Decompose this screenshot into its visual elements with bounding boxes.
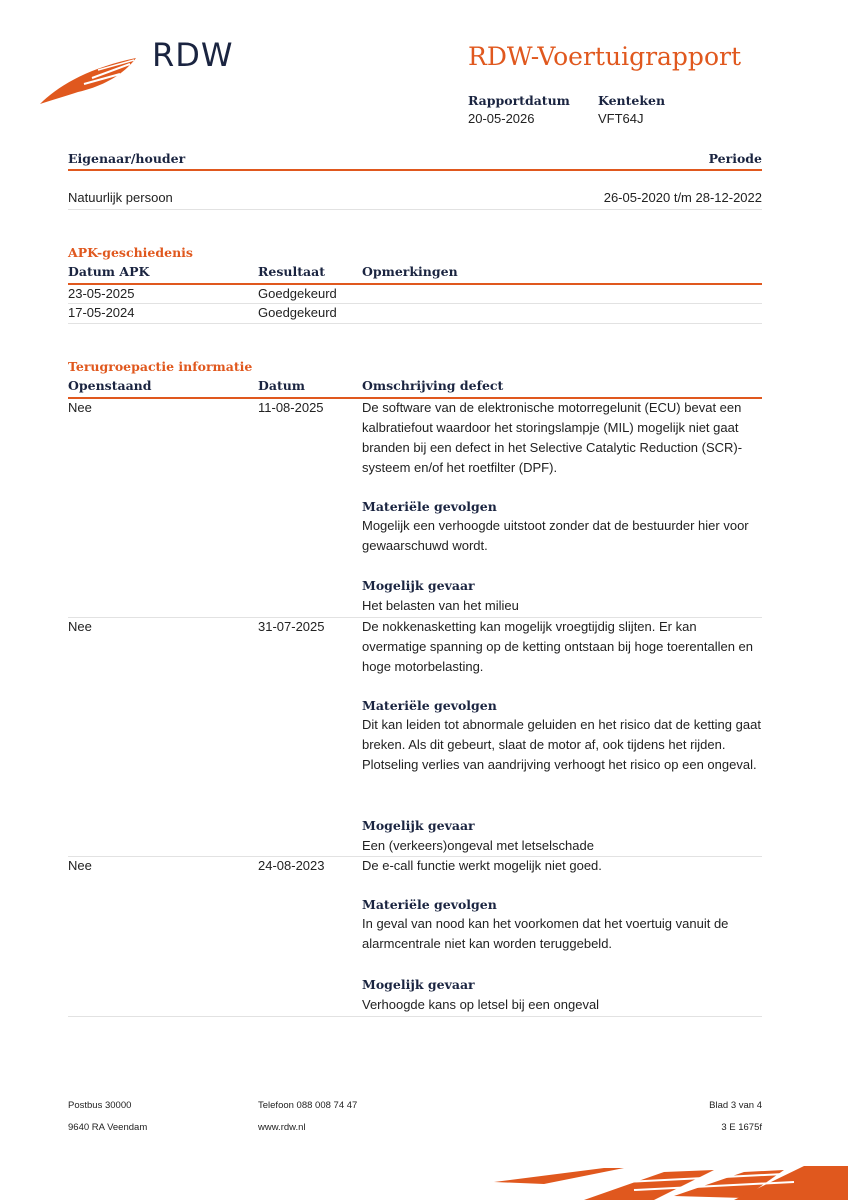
recall-description: De software van de elektronische motorregelunit (ECU) bevat een kalbratiefout waardoor het storingslampje (MIL) mogelijk niet gaat branden bij een defect in het Selective Catalytic Reduction (SCR)-systeem en/of het roetfilter (DPF). <box>362 400 743 475</box>
table-row <box>68 284 135 304</box>
recall-open: Nee <box>68 619 92 634</box>
page-title: RDW-Voertuigrapport <box>468 42 741 71</box>
recall-date: 24-08-2023 <box>258 858 325 873</box>
recall-col-date: Datum <box>258 378 306 393</box>
danger-label: Mogelijk gevaar <box>362 818 475 833</box>
row-divider <box>68 1016 762 1017</box>
recall-danger: Een (verkeers)ongeval met letselschade <box>362 838 594 853</box>
recall-description: De e-call functie werkt mogelijk niet goed. <box>362 858 602 873</box>
report-date-label: Rapportdatum <box>468 93 570 108</box>
recall-col-desc: Omschrijving defect <box>362 378 504 393</box>
apk-date: 17-05-2024 <box>68 305 135 320</box>
recall-open: Nee <box>68 400 92 415</box>
row-divider <box>68 323 762 324</box>
recall-consequences: Dit kan leiden tot abnormale geluiden en het risico dat de ketting gaat breken. Als dit gebeurt, slaat de motor af, ook tijdens het rijden. Plotseling verlies van aandrijving verhoogt het risico op een ongeval. <box>362 717 761 772</box>
footer-web: www.rdw.nl <box>258 1122 306 1133</box>
row-divider <box>68 303 762 304</box>
owner-value: Natuurlijk persoon <box>68 190 173 205</box>
footer-phone: Telefoon 088 008 74 47 <box>258 1100 358 1111</box>
apk-col-date: Datum APK <box>68 264 150 279</box>
apk-result: Goedgekeurd <box>258 286 337 301</box>
footer-page: Blad 3 van 4 <box>709 1100 762 1111</box>
apk-col-remarks: Opmerkingen <box>362 264 458 279</box>
apk-section-title: APK-geschiedenis <box>68 245 193 260</box>
recall-description: De nokkenasketting kan mogelijk vroegtijdig slijten. Er kan overmatige spanning op de ketting ontstaan bij hoge toerentallen en hoge motorbelasting. <box>362 619 754 674</box>
plate-value: VFT64J <box>598 111 644 126</box>
table-row <box>68 303 135 323</box>
apk-date: 23-05-2025 <box>68 286 135 301</box>
recall-col-open: Openstaand <box>68 378 152 393</box>
consequences-label: Materiële gevolgen <box>362 698 497 713</box>
recall-section-title: Terugroepactie informatie <box>68 359 253 374</box>
footer-address-1: Postbus 30000 <box>68 1100 132 1111</box>
report-date-value: 20-05-2026 <box>468 111 535 126</box>
recall-open: Nee <box>68 858 92 873</box>
period-value: 26-05-2020 t/m 28-12-2022 <box>603 190 762 205</box>
danger-label: Mogelijk gevaar <box>362 977 475 992</box>
period-label: Periode <box>708 151 762 166</box>
decorative-stripes-icon <box>484 1160 848 1200</box>
footer-address-2: 9640 RA Veendam <box>68 1122 148 1133</box>
footer-code: 3 E 1675f <box>721 1122 762 1133</box>
recall-danger: Verhoogde kans op letsel bij een ongeval <box>362 997 600 1012</box>
danger-label: Mogelijk gevaar <box>362 578 475 593</box>
apk-result: Goedgekeurd <box>258 305 337 320</box>
recall-consequences: In geval van nood kan het voorkomen dat het voertuig vanuit de alarmcentrale niet kan worden teruggebeld. <box>362 916 729 951</box>
owner-row-divider <box>68 209 762 210</box>
recall-danger: Het belasten van het milieu <box>362 598 519 613</box>
recall-date: 11-08-2025 <box>258 400 324 415</box>
consequences-label: Materiële gevolgen <box>362 897 497 912</box>
consequences-label: Materiële gevolgen <box>362 499 497 514</box>
logo-text: RDW <box>152 36 234 74</box>
apk-header-divider <box>68 283 762 285</box>
owner-divider <box>68 169 762 171</box>
apk-col-result: Resultaat <box>258 264 325 279</box>
recall-consequences: Mogelijk een verhoogde uitstoot zonder dat de bestuurder hier voor gewaarschuwd wordt. <box>362 518 749 553</box>
recall-date: 31-07-2025 <box>258 619 325 634</box>
rdw-logo-icon <box>38 52 142 108</box>
plate-label: Kenteken <box>598 93 666 108</box>
owner-label: Eigenaar/houder <box>68 151 186 166</box>
